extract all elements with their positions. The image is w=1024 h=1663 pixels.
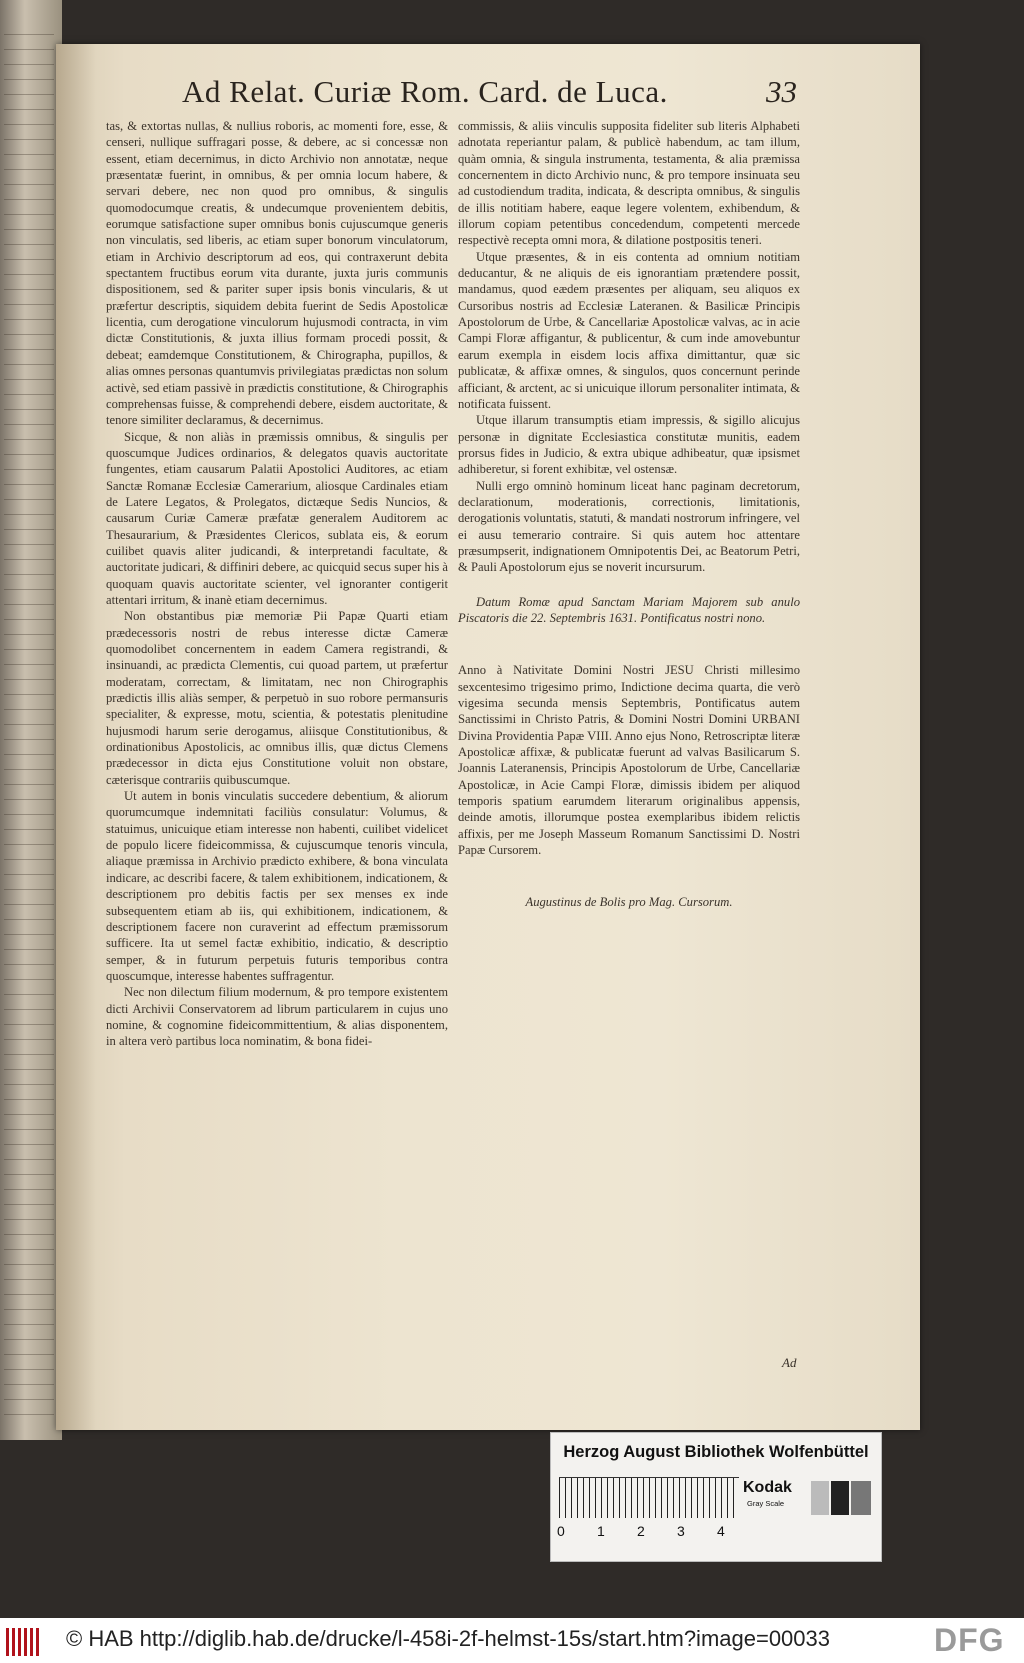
dfg-logo: DFG [934, 1622, 1005, 1658]
right-column [458, 118, 800, 911]
paragraph: Utque illarum transumptis etiam impressis, & sigillo alicujus personæ in dignitate Ecclesiastica constitutæ munitis, eadem prorsus fides in Judicio, & extra ubique adhibeatur, quæ ipsismet adhiberetur, si forent exhibitæ, vel ostensæ. [458, 413, 800, 477]
ruler-scale [559, 1477, 739, 1518]
paragraph: Nec non dilectum filium modernum, & pro tempore existentem dicti Archivii Conservatorem ad librum particularem in cujus uno nomine, & cognomine fideicommittentium, & alias disponentem, in altera verò partibus loca nominatim, & bona fidei- [106, 985, 448, 1049]
ruler-number: 1 [597, 1523, 605, 1539]
anno-paragraph: Anno à Nativitate Domini Nostri JESU Christi millesimo sexcentesimo trigesimo primo, Indictione decima quarta, die verò vigesima secunda mensis Septembris, Pontificatus autem Sanctissimi in Christo Patris, & Domini Nostri Domini URBANI Divina Providentia Papæ VIII. Anno ejus Nono, Retroscriptæ literæ Apostolicæ affixæ, & publicatæ fuerunt ad valvas Basilicarum S. Joannis Lateranensis, Principis Apostolorum de Urbe, Cancellariæ Apostolicæ, in Acie Campi Floræ, dimissis ibidem per aliquod temporis spatium earumdem literarum originalibus appensis, deinde amotis, illorumque postea exemplaribus ibidem relictis affixis, per me Joseph Masseum Romanum Sanctissimi D. Nostri Papæ Cursorem. [458, 663, 800, 858]
paragraph: Sicque, & non aliàs in præmissis omnibus, & singulis per quoscumque Judices ordinarios, & delegatos quavis auctoritate fungentes, etiam causarum Palatii Apostolici Auditores, ac etiam Sanctæ Romanæ Ecclesiæ Camerarium, aliosque Cardinales etiam de Latere Legatos, & Prolegatos, dictæque Sedis Nuncios, & causarum Curiæ Cameræ præfatæ generalem Auditorem ac Thesaurarium, & Præsidentes Clericos, sublata eis, & eorum cuilibet quavis aliter judicandi, & interpretandi facultate, & auctoritate judicari, & diffiniri debere, ac quicquid secus super his à quoquam quavis auctoritate scienter, vel ignoranter contigerit attentari irritum, & inanè etiam decernimus. [106, 429, 448, 607]
gray-scale-label: Gray Scale [747, 1499, 785, 1508]
source-url[interactable]: © HAB http://diglib.hab.de/drucke/l-458i-2f-helmst-15s/start.htm?image=00033 [66, 1626, 830, 1651]
paragraph: Ut autem in bonis vinculatis succedere debentium, & aliorum quorumcumque indemnitati faciliùs consulatur: Volumus, & statuimus, unicuique etiam interesse non habenti, cuilibet videlicet de populo licere fideicommissa, & cujuscumque tenoris vincula, aliaque præmissa in Archivio prædicto exhibere, & bona vinculata indicare, ac describi facere, & talem exhibitionem, indicationem, & descriptionem pro debitis factis per sex menses ex inde subsequentem etiam ab iis, qui exhibitionem, indicationem, & descriptionem facere non curaverint ad effectum præmissorum sufficere. Ita ut semel factæ exhibitio, indicatio, & descriptio semper, & in futurum perpetuis futuris temporibus contra quoscumque, interesse habentes suffragentur. [106, 789, 448, 983]
paragraph: tas, & extortas nullas, & nullius roboris, ac momenti fore, esse, & censeri, nullique suffragari posse, & debere, ac si concessæ non essent, etiam decernimus, in dicto Archivio non annotatæ, neque præsentatæ fuerint, in omnibus, & per omnia locum habere, & servari debere, nec non quod pro omnibus, & singulis quomodocumque creatis, & undecumque provenientem debitis, eorumque satisfactione super omnibus bonis cujuscumque generis non vinculatis, sed liberis, ac etiam super bonorum vinculatorum, etiam in Archivio descriptorum ad eos, qui contraxerunt debita spectantem fructibus eorum vita durante, juxta juris communis dispositionem, sed & pariter super ipsis bonis vincularis, & ut præfertur descriptis, siquidem debita fuerint de Sedis Apostolicæ licentia, cum derogatione vinculorum hujusmodi contracta, in vim dictæ Constitutionis, & juxta illius formam procedi possit, & debeat; eamdemque Constitutionem, & Chirographa, pupillos, & alias omnes personas quantumvis privilegiatas prædictas non solum activè, sed etiam passivè in prædictis constitutione, & Chirographis comprehensas fuisse, & comprehendi debere, eisdem auctoritate, & tenore similiter declaramus, & decernimus. [106, 119, 448, 428]
paragraph: Non obstantibus piæ memoriæ Pii Papæ Quarti etiam prædecessoris nostri de rebus interesse dictæ Cameræ quomodolibet concernentem in eadem Camera registrandi, & insinuandi, ac prædicta Clementis, cui quoad partem, ut præfertur moderatam, correctam, & limitatam, nec non Chirographis prædictis illis aliàs semper, & perpetuò in suo robore permansuris specialiter, & expresse, motu, scientia, & potestatis plenitudine hujusmodi harum serie derogamus, aliisque Constitutionibus, & ordinationibus Apostolicis, ac omnibus illis, quæ dictus Clemens prædecessor in dicta ejus Constitutione voluit non obstare, cæterisque contrariis quibuscumque. [106, 609, 448, 787]
book-edge [0, 0, 62, 1440]
datum-line: Datum Romæ apud Sanctam Mariam Majorem sub anulo Piscatoris die 22. Septembris 1631. Pontificatus nostri nono. [458, 594, 800, 625]
ruler-numbers [555, 1523, 755, 1543]
left-column [106, 118, 448, 1050]
ruler-number: 3 [677, 1523, 685, 1539]
hab-logo-icon [6, 1628, 42, 1656]
signature: Augustinus de Bolis pro Mag. Cursorum. [525, 895, 733, 910]
gray-patch-mid [851, 1481, 871, 1515]
gray-patch-dark [831, 1481, 849, 1515]
footer-bar [0, 1618, 1024, 1663]
page-number: 33 [766, 74, 797, 109]
ruler-number: 4 [717, 1523, 725, 1539]
catchword: Ad [782, 1355, 797, 1370]
ruler-number: 2 [637, 1523, 645, 1539]
kodak-logo: Kodak [743, 1479, 792, 1496]
paragraph: Nulli ergo omninò hominum liceat hanc paginam decretorum, declarationum, moderationis, correctionis, limitationis, derogationis voluntatis, statuti, & mandati nostrorum infringere, vel ei ausu temerario contraire. Si quis autem hoc attentare præsumpserit, indignationem Omnipotentis Dei, ac Beatorum Petri, & Pauli Apostolorum ejus se noverit incursurum. [458, 478, 800, 575]
edge-lines [4, 20, 54, 1420]
page-gutter-shadow [56, 44, 96, 1430]
library-name: Herzog August Bibliothek Wolfenbüttel [563, 1443, 869, 1461]
running-head: Ad Relat. Curiæ Rom. Card. de Luca. [182, 74, 668, 109]
gray-patch-light [811, 1481, 829, 1515]
ruler-number: 0 [557, 1523, 565, 1539]
color-calibration-card [550, 1432, 882, 1562]
paragraph: Utque præsentes, & in eis contenta ad omnium notitiam deducantur, & ne aliquis de eis ignorantiam prætendere possit, mandamus, quod eædem præsentes per aliquam, seu aliquos ex Cursoribus nostris ad Ecclesiæ Lateranen. & Basilicæ Principis Apostolorum de Urbe, & Cancellariæ Apostolicæ valvas, ac in acie Campi Floræ affigantur, & publicentur, & cum inde amovebuntur earum exempla in eisdem locis affixa dimittantur, quæ sic publicatæ, & affixæ omnes, & singulos, quos concernunt perinde afficiant, & arctent, ac si unicuique illorum personaliter intimata, & notificata fuissent. [458, 249, 800, 411]
paragraph: commissis, & aliis vinculis supposita fideliter sub literis Alphabeti adnotata reperiantur palam, & publicè habendum, ac tam illum, quàm omnia, & singula instrumenta, testamenta, & alia præmissa concernentem in dicto Archivio nunc, & pro tempore insinuata seu ad custodiendum tradita, indicata, & descripta omnibus, & singulis de illis notitiam habere, eaque legere volentem, exhibendum, & illorum copiam petentibus concedendum, competenti mercede respectivè recepta omni mora, & dilatione postpositis teneri. [458, 119, 800, 248]
